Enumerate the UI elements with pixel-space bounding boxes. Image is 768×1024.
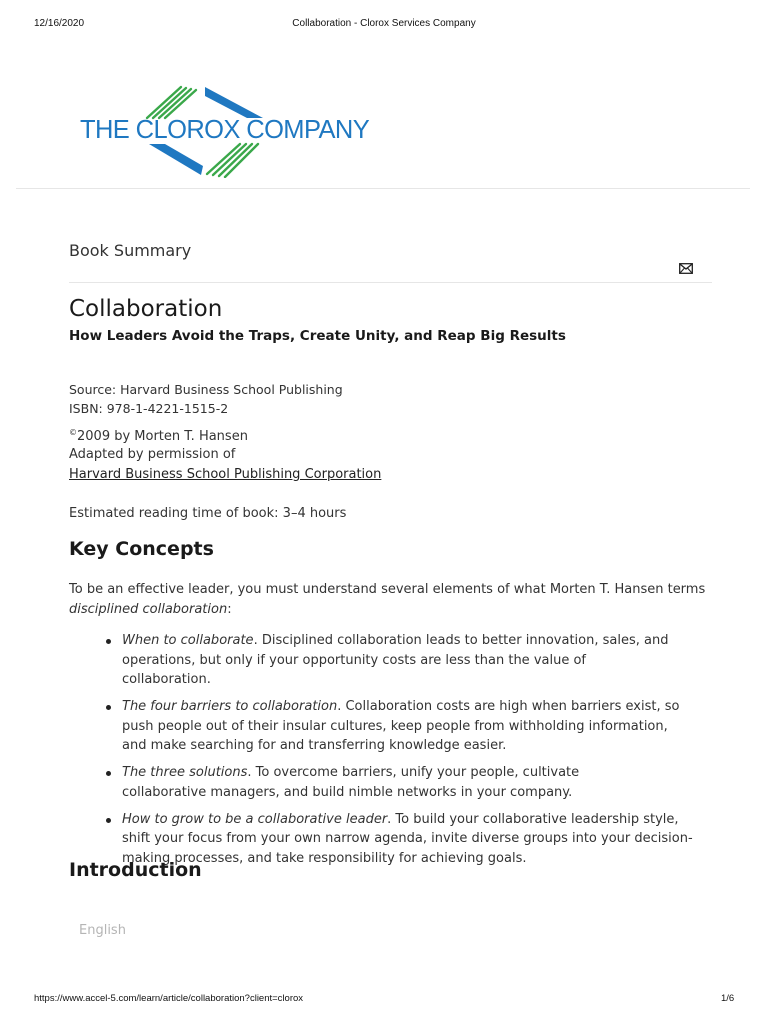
item-text: . To build your collaborative leadership style, shift your focus from your own narrow agenda, invite diverse groups into your decision-making processes, and take responsibility for achieving goals.: [122, 811, 693, 866]
intro-text: To be an effective leader, you must understand several elements of what Morten T. Hansen terms: [69, 582, 706, 597]
list-item: [104, 763, 664, 802]
item-lead: The three solutions: [122, 765, 248, 780]
item-lead: When to collaborate: [122, 633, 254, 648]
book-isbn: ISBN: 978-1-4221-1515-2: [69, 401, 229, 416]
item-text: . To overcome barriers, unify your people, cultivate collaborative managers, and build nimble networks in your company.: [122, 765, 580, 800]
intro-italic: disciplined collaboration: [69, 601, 228, 617]
print-page-number: 1/6: [721, 993, 735, 1004]
book-title: Collaboration: [69, 296, 223, 322]
list-item: [104, 631, 674, 690]
logo-text: THE CLOROX COMPANY: [80, 116, 370, 144]
language-selector[interactable]: English: [79, 923, 126, 938]
copyright-text: 2009 by Morten T. Hansen: [77, 429, 248, 444]
book-source: Source: Harvard Business School Publishing: [69, 382, 343, 397]
adapted-permission: Adapted by permission of: [69, 447, 236, 462]
clorox-logo[interactable]: [80, 84, 380, 178]
book-copyright: [69, 428, 248, 444]
print-page-title: Collaboration - Clorox Services Company: [292, 18, 476, 29]
item-lead: How to grow to be a collaborative leader: [122, 811, 388, 827]
list-item: [104, 697, 694, 756]
key-concepts-list: [104, 631, 704, 876]
item-lead: The four barriers to collaboration: [122, 699, 338, 714]
content-divider: [69, 282, 712, 283]
print-url: https://www.accel-5.com/learn/article/collaboration?client=clorox: [34, 993, 304, 1004]
reading-time: Estimated reading time of book: 3–4 hours: [69, 506, 347, 521]
envelope-icon[interactable]: [679, 263, 693, 274]
section-label: Book Summary: [69, 241, 192, 260]
intro-end: :: [227, 601, 232, 617]
item-text: . Disciplined collaboration leads to better innovation, sales, and operations, but only if your opportunity costs are less than the value of collaboration.: [122, 633, 669, 687]
key-concepts-intro: [69, 580, 719, 619]
header-divider: [16, 188, 750, 189]
introduction-heading: Introduction: [69, 859, 202, 881]
copyright-symbol: ©: [69, 428, 77, 437]
book-subtitle: How Leaders Avoid the Traps, Create Unity, and Reap Big Results: [69, 328, 566, 344]
print-header: [0, 18, 768, 32]
item-text: . Collaboration costs are high when barriers exist, so push people out of their insular cultures, keep people from withholding information, and make searching for and transferring knowledge easier.: [122, 699, 680, 753]
key-concepts-heading: Key Concepts: [69, 538, 214, 560]
publisher-link[interactable]: Harvard Business School Publishing Corporation: [69, 467, 382, 482]
print-date: 12/16/2020: [34, 18, 85, 29]
